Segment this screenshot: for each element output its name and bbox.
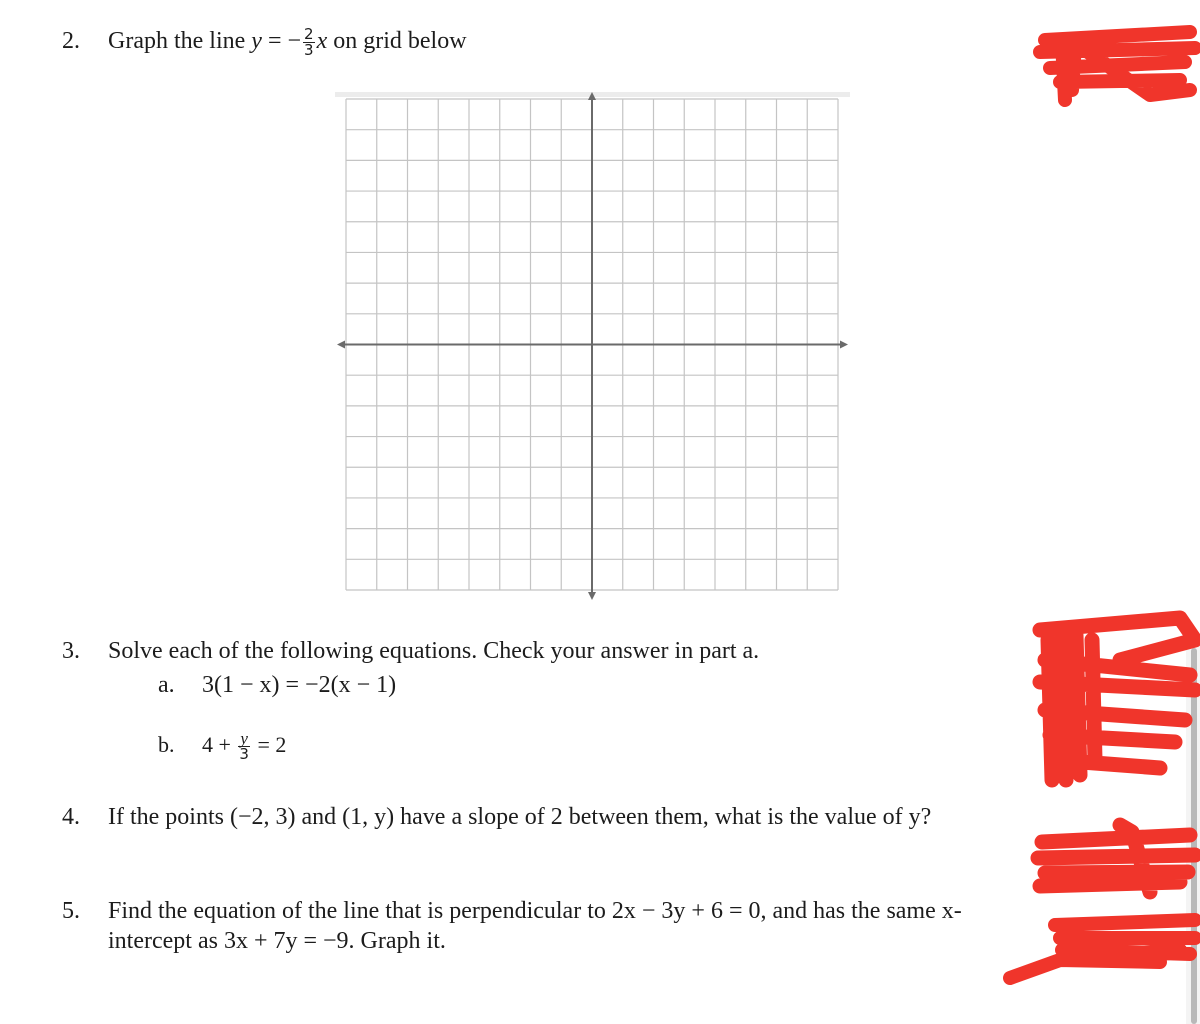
x-axis-right-arrow-icon xyxy=(840,341,848,349)
y-axis-down-arrow-icon xyxy=(588,592,596,600)
q2-var-y: y xyxy=(251,28,262,54)
q2-frac-numerator: 2 xyxy=(304,24,314,43)
q2-equals: = − xyxy=(261,28,302,54)
question-3b-label: b. xyxy=(158,732,175,757)
question-3-number: 3. xyxy=(62,638,80,664)
q2-suffix: on grid below xyxy=(327,28,467,54)
redaction-mark-q5 xyxy=(1010,920,1195,978)
question-3a-equation: 3(1 − x) = −2(x − 1) xyxy=(202,672,397,698)
question-3a xyxy=(158,670,396,700)
redaction-mark-q3 xyxy=(1040,618,1195,780)
scrollbar-thumb[interactable] xyxy=(1191,648,1197,1024)
q3b-frac-denominator: 3 xyxy=(239,745,249,764)
q3b-suffix: = 2 xyxy=(251,732,287,757)
redaction-mark-q4 xyxy=(1038,825,1195,892)
q3b-fraction xyxy=(238,731,250,762)
q3b-frac-numerator: y xyxy=(240,729,248,749)
q2-prefix: Graph the line xyxy=(108,28,252,54)
question-2-number: 2. xyxy=(62,28,80,54)
question-4-text: If the points (−2, 3) and (1, y) have a slope of 2 between them, what is the value of y? xyxy=(108,804,932,830)
x-axis-left-arrow-icon xyxy=(337,341,345,349)
q2-fraction xyxy=(303,24,315,59)
question-3b xyxy=(158,730,286,762)
question-3-text: Solve each of the following equations. Check your answer in part a. xyxy=(108,638,760,664)
question-3a-label: a. xyxy=(158,672,175,698)
q2-frac-denominator: 3 xyxy=(304,40,314,59)
question-5-line-2: intercept as 3x + 7y = −9. Graph it. xyxy=(108,928,446,954)
axes xyxy=(337,92,848,600)
redaction-marks xyxy=(1000,20,1200,1020)
question-5-number: 5. xyxy=(62,898,80,924)
question-4-number: 4. xyxy=(62,804,80,830)
coordinate-grid xyxy=(335,92,850,604)
q3b-prefix: 4 + xyxy=(202,732,237,757)
question-5-line-1: Find the equation of the line that is perpendicular to 2x − 3y + 6 = 0, and has the same x- xyxy=(108,898,962,924)
redaction-mark-q2 xyxy=(1040,32,1195,100)
q2-var-x: x xyxy=(316,28,328,54)
question-2-text xyxy=(108,26,467,58)
